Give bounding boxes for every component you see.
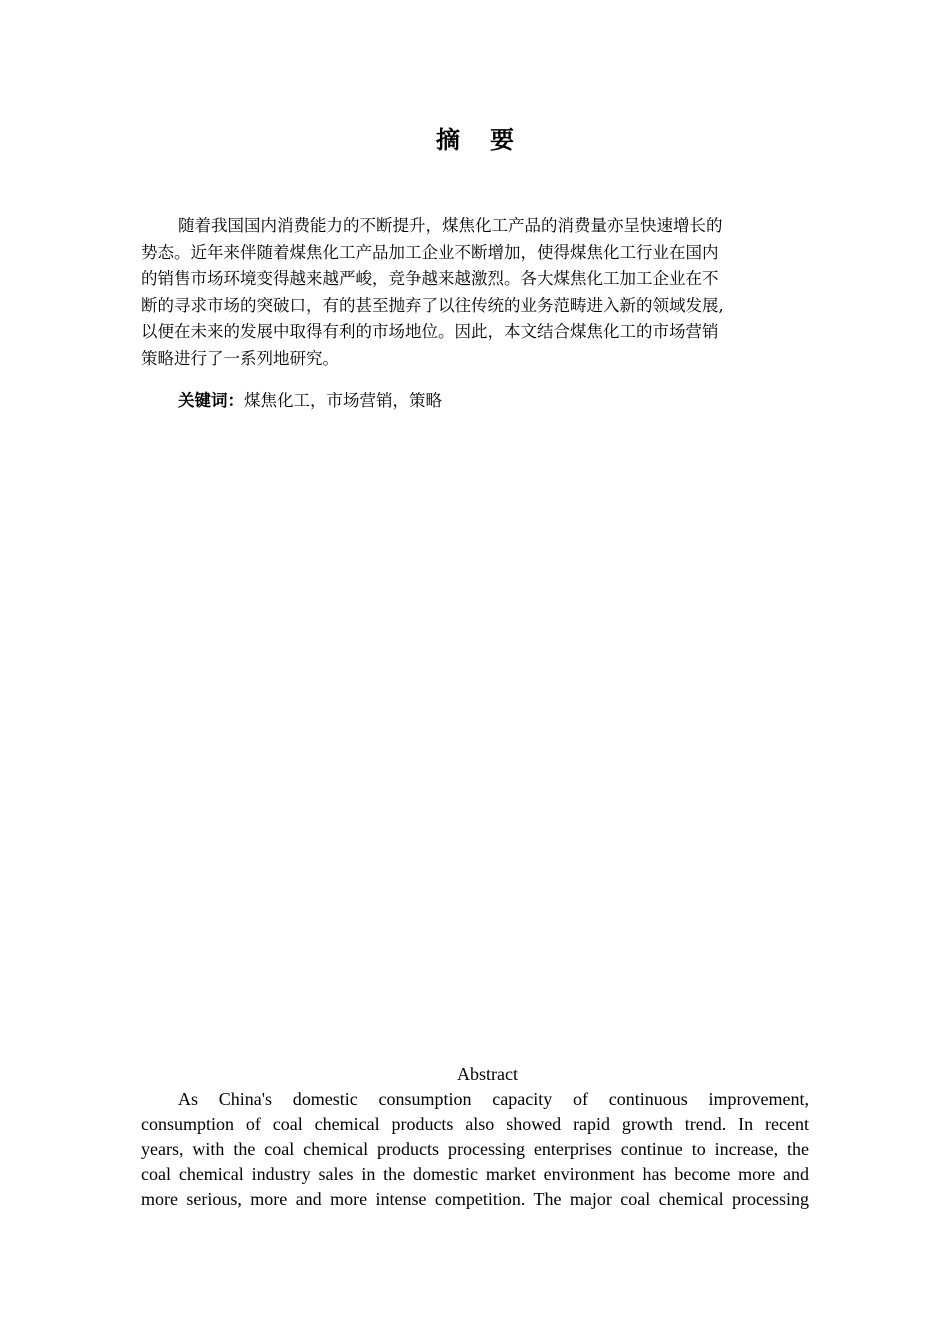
title-char-2: 要 bbox=[490, 126, 514, 154]
cn-line-3: 的销售市场环境变得越来越严峻，竞争越来越激烈。各大煤焦化工加工企业在不 bbox=[141, 269, 719, 288]
en-line-2: consumption of coal chemical products also showed rapid growth trend. In recent bbox=[141, 1114, 809, 1134]
keywords-value: 煤焦化工，市场营销，策略 bbox=[244, 391, 442, 410]
title-char-1: 摘 bbox=[436, 126, 460, 154]
en-line-3: years, with the coal chemical products processing enterprises continue to increase, the bbox=[141, 1139, 809, 1159]
en-line-1: As China's domestic consumption capacity of continuous improvement, bbox=[178, 1089, 809, 1109]
cn-line-2: 势态。近年来伴随着煤焦化工产品加工企业不断增加，使得煤焦化工行业在国内 bbox=[141, 242, 719, 262]
cn-line-5: 以便在未来的发展中取得有利的市场地位。因此，本文结合煤焦化工的市场营销 bbox=[141, 322, 719, 341]
cn-line-1: 随着我国国内消费能力的不断提升，煤焦化工产品的消费量亦呈快速增长的 bbox=[178, 216, 723, 235]
cn-line-6: 策略进行了一系列地研究。 bbox=[141, 348, 339, 368]
abstract-title-cn bbox=[0, 124, 950, 156]
cn-line-4: 断的寻求市场的突破口，有的甚至抛弃了以往传统的业务范畴进入新的领域发展, bbox=[141, 295, 724, 315]
keywords-label: 关键词： bbox=[178, 391, 244, 410]
abstract-body-cn bbox=[141, 213, 813, 372]
abstract-title-en: Abstract bbox=[457, 1064, 518, 1084]
en-line-4: coal chemical industry sales in the domestic market environment has become more and bbox=[141, 1164, 809, 1184]
keywords-cn bbox=[178, 388, 442, 414]
abstract-body-en bbox=[141, 1087, 809, 1212]
en-line-5: more serious, more and more intense competition. The major coal chemical processing bbox=[141, 1189, 809, 1209]
